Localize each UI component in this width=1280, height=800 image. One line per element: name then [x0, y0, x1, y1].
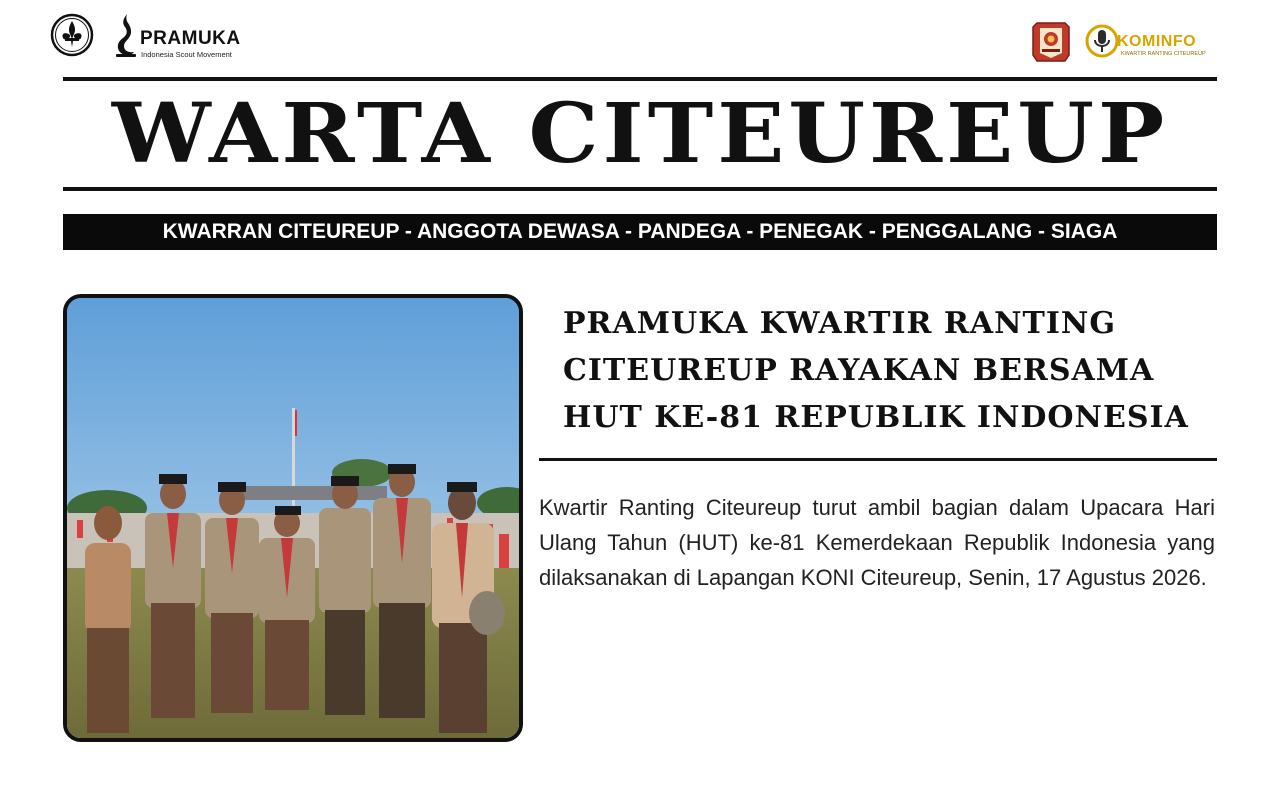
headline-divider	[539, 458, 1217, 461]
headline-line: HUT KE-81 REPUBLIK INDONESIA	[563, 400, 1189, 435]
headline-line: PRAMUKA KWARTIR RANTING	[563, 306, 1116, 341]
masthead-bottom-rule	[63, 187, 1217, 191]
article-photo	[63, 294, 523, 742]
article-headline	[563, 300, 1203, 441]
masthead-top-rule	[63, 77, 1217, 81]
masthead-title: WARTA CITEUREUP	[111, 84, 1169, 182]
kominfo-tagline: KWARTIR RANTING CITEUREUP	[1121, 51, 1206, 57]
kwarran-shield-logo	[1031, 21, 1071, 63]
wosm-emblem-logo	[50, 13, 94, 57]
headline-line: CITEUREUP RAYAKAN BERSAMA	[563, 353, 1155, 388]
section-bar: KWARRAN CITEUREUP - ANGGOTA DEWASA - PANDEGA - PENEGAK - PENGGALANG - SIAGA	[63, 214, 1217, 250]
pramuka-logo	[113, 12, 243, 60]
pramuka-tagline: Indonesia Scout Movement	[141, 50, 232, 59]
kominfo-logo	[1085, 23, 1215, 63]
kominfo-wordmark: KOMINFO	[1117, 33, 1197, 50]
pramuka-wordmark: PRAMUKA	[140, 28, 241, 49]
article-lede: Kwartir Ranting Citeureup turut ambil bagian dalam Upacara Hari Ulang Tahun (HUT) ke-81 Kemerdekaan Republik Indonesia yang dilaksanakan di Lapangan KONI Citeureup, Senin, 17 Agustus 2026.	[539, 495, 1215, 590]
